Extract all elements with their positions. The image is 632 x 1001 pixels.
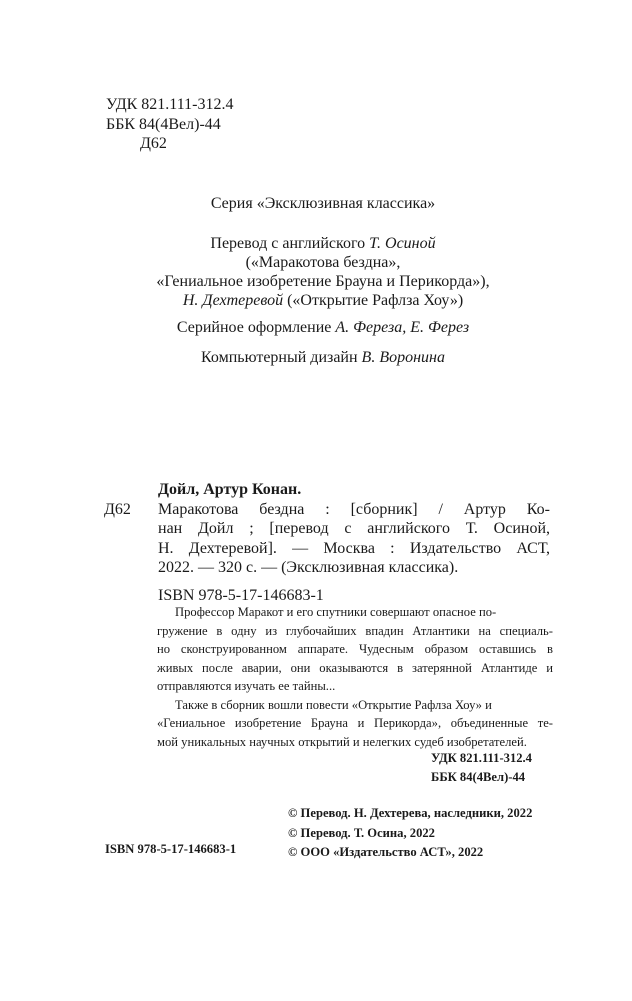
annotation-line: но сконструированном аппарате. Чудесным образом оставшись в <box>157 642 553 656</box>
isbn-bottom: ISBN 978-5-17-146683-1 <box>105 842 237 856</box>
description-line: 2022. — 320 с. — (Эксклюзивная классика). <box>158 559 459 576</box>
computer-design-line <box>103 348 543 367</box>
author-heading: Дойл, Артур Конан. <box>158 481 302 498</box>
annotation-line: Также в сборник вошли повести «Открытие Рафлза Хоу» и <box>175 697 492 712</box>
translation-line-4 <box>103 291 543 310</box>
series-block <box>103 194 543 213</box>
description-line: Н. Дехтеревой]. — Москва : Издательство АСТ, <box>158 539 550 557</box>
series-design-prefix: Серийное оформление <box>176 319 336 336</box>
series-design-line <box>103 318 543 337</box>
translator-osina: Т. Осиной <box>369 235 436 252</box>
description-line: нан Дойл ; [перевод с английского Т. Осиной, <box>158 520 550 537</box>
translation-prefix: Перевод с английского <box>210 235 370 252</box>
description-line: Маракотова бездна : [сборник] / Артур Ко- <box>158 500 550 518</box>
computer-design-block <box>103 348 543 367</box>
author-sign: Д62 <box>140 135 167 152</box>
biblio-author-sign: Д62 <box>104 500 131 518</box>
description <box>158 500 550 578</box>
series-label: Серия «Эксклюзивная классика» <box>210 195 436 212</box>
annotation-line: «Гениальное изобретение Брауна и Перикорда», объединенные те- <box>157 716 553 730</box>
annotation-line: живых после аварии, они оказываются в затерянной Атлантиде и <box>157 660 553 675</box>
author-heading-row <box>104 480 554 500</box>
annotation-line: Профессор Маракот и его спутники совершают опасное по- <box>175 605 497 619</box>
description-row <box>104 500 554 578</box>
annotation-line: гружение в одну из глубочайших впадин Атлантики на специаль- <box>157 623 553 638</box>
series-designers: А. Фереза, Е. Ферез <box>335 319 470 336</box>
series-design-block <box>103 318 543 337</box>
bottom-udk-code: УДК 821.111-312.4 <box>431 751 532 765</box>
bottom-classification-codes <box>431 749 532 787</box>
bibliographic-record <box>104 480 554 605</box>
translation-suffix: («Открытие Рафлзa Хоу») <box>283 292 464 309</box>
translation-block <box>103 234 543 310</box>
translator-dekhtereva: Н. Дехтеревой <box>182 292 284 309</box>
copyright-block <box>288 804 532 863</box>
classification-codes <box>106 95 233 154</box>
annotation-line: отправляются изучать ее тайны... <box>157 679 336 693</box>
computer-designer: В. Воронина <box>361 349 445 366</box>
bbk-code: ББК 84(4Вел)-44 <box>106 115 221 133</box>
translation-line-2: («Маракотова бездна», <box>245 254 401 271</box>
copyright-line: © Перевод. Н. Дехтерева, наследники, 2022 <box>288 806 533 820</box>
isbn-top: ISBN 978-5-17-146683-1 <box>158 586 324 604</box>
udk-code: УДК 821.111-312.4 <box>106 96 234 113</box>
copyright-line: © Перевод. Т. Осина, 2022 <box>288 825 435 840</box>
translation-line-3: «Гениальное изобретение Брауна и Перикорда»), <box>156 273 490 290</box>
computer-design-prefix: Компьютерный дизайн <box>201 349 362 366</box>
copyright-line: © ООО «Издательство АСТ», 2022 <box>288 845 484 859</box>
translation-line-1 <box>103 234 543 253</box>
annotation <box>157 603 553 751</box>
annotation-line: мой уникальных научных открытий и нелегких судеб изобретателей. <box>157 734 527 749</box>
bottom-bbk-code: ББК 84(4Вел)-44 <box>431 770 526 784</box>
